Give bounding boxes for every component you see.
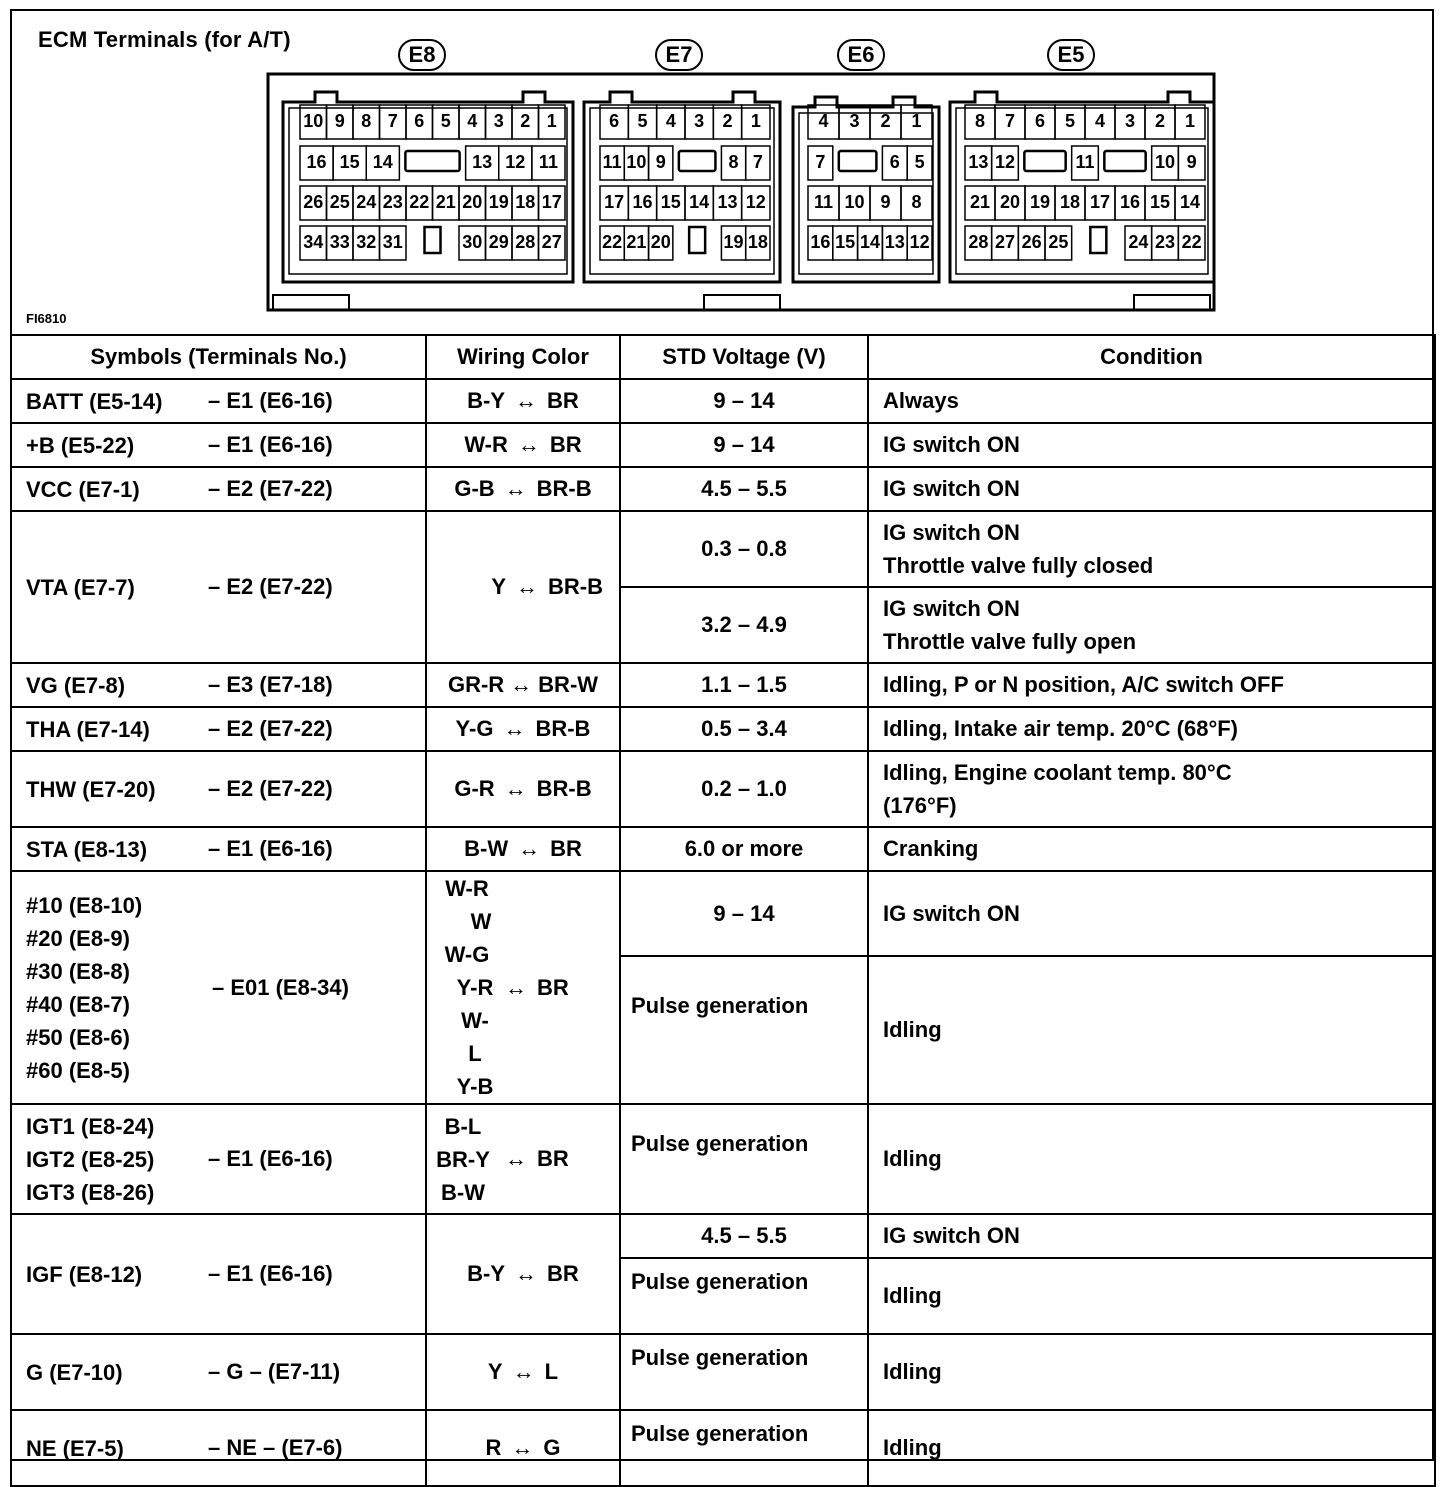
std-voltage: 4.5 – 5.5 (620, 467, 868, 511)
terminal-pin: 20 (650, 232, 671, 252)
terminal-pin: 1 (911, 111, 922, 131)
terminal-pin: 14 (859, 232, 880, 252)
wire-color-ground: BR (537, 1146, 569, 1171)
arrow-icon: ↔ (517, 432, 540, 457)
terminal-pin: 7 (387, 111, 398, 131)
terminal-pin: 12 (745, 192, 766, 212)
symbol: THW (E7-20) (26, 776, 156, 802)
terminal-pin: 3 (1124, 111, 1135, 131)
header-symbols: Symbols (Terminals No.) (11, 335, 426, 379)
symbol: #40 (E8-7) (26, 991, 130, 1017)
terminal-pin: 5 (1064, 111, 1075, 131)
wire-color: Y (487, 1359, 503, 1384)
symbol: IGF (E8-12) (26, 1261, 143, 1287)
terminal-pin: 16 (306, 152, 327, 172)
terminal-pin: 5 (637, 111, 648, 131)
terminal-pin: 3 (849, 111, 860, 131)
terminal-pin: 2 (1154, 111, 1165, 131)
ground-terminal: – E1 (E6-16) (208, 432, 333, 457)
arrow-icon: ↔ (518, 836, 541, 861)
wire-color-ground: L (544, 1359, 559, 1384)
table-row (11, 827, 1435, 871)
terminal-pin: 25 (1048, 232, 1069, 252)
std-voltage: 6.0 or more (620, 827, 868, 871)
condition: IG switch ON (868, 467, 1435, 511)
terminal-pin: 1 (1184, 111, 1195, 131)
ground-terminal: – E3 (E7-18) (208, 672, 333, 697)
condition: IG switch ON (868, 423, 1435, 467)
wire-color: Y (491, 574, 506, 599)
terminal-pin: 11 (1075, 152, 1095, 172)
terminal-pin: 1 (750, 111, 761, 131)
std-voltage: Pulse generation (631, 1345, 809, 1370)
terminal-pin: 5 (914, 152, 925, 172)
terminal-pin: 28 (515, 232, 536, 252)
arrow-icon: ↔ (505, 1146, 527, 1171)
terminal-pin: 7 (752, 152, 763, 172)
symbol: G (E7-10) (26, 1359, 123, 1385)
terminal-pin: 17 (541, 192, 562, 212)
terminal-pin: 8 (911, 192, 922, 212)
terminal-pin: 4 (1094, 111, 1105, 131)
wire-color-ground: BR (547, 1261, 579, 1286)
arrow-icon: ↔ (515, 388, 538, 413)
symbol: #20 (E8-9) (26, 925, 130, 951)
terminal-pin: 21 (969, 192, 991, 212)
ground-terminal: – E1 (E6-16) (208, 1261, 333, 1286)
symbol: +B (E5-22) (26, 432, 135, 458)
table-row (11, 1214, 1435, 1258)
wire-color-ground: BR (537, 974, 569, 1000)
std-voltage: 0.2 – 1.0 (620, 751, 868, 827)
terminal-pin: 15 (835, 232, 856, 252)
terminal-pin: 15 (1149, 192, 1171, 212)
condition: Idling, Engine coolant temp. 80°C (883, 760, 1232, 785)
wire-color-ground: BR (549, 432, 582, 457)
condition-detail: Throttle valve fully open (883, 629, 1137, 654)
terminal-pin: 18 (515, 192, 536, 212)
terminal-pin: 9 (334, 111, 345, 131)
terminal-pin: 5 (440, 111, 451, 131)
std-voltage: 4.5 – 5.5 (620, 1214, 868, 1258)
symbol: VG (E7-8) (26, 672, 126, 698)
terminal-pin: 23 (382, 192, 403, 212)
std-voltage: 9 – 14 (620, 423, 868, 467)
terminal-pin: 10 (1154, 152, 1175, 172)
std-voltage: 9 – 14 (620, 871, 868, 956)
wire-color-ground: BR-B (536, 776, 592, 801)
symbol: IGT1 (E8-24) (26, 1113, 155, 1139)
terminal-pin: 8 (361, 111, 372, 131)
symbol: STA (E8-13) (26, 836, 148, 862)
ground-terminal: – E2 (E7-22) (208, 574, 333, 599)
condition: Always (868, 379, 1435, 423)
terminal-pin: 4 (818, 111, 829, 131)
wire-color: W-R (464, 432, 508, 457)
std-voltage: 0.3 – 0.8 (620, 511, 868, 587)
terminal-pin: 12 (994, 152, 1015, 172)
terminal-pin: 4 (665, 111, 676, 131)
table-row (11, 751, 1435, 827)
terminal-pin: 12 (505, 152, 526, 172)
std-voltage: 9 – 14 (620, 379, 868, 423)
table-row (11, 707, 1435, 751)
condition: Idling (868, 1104, 1435, 1214)
connector-label-e5: E5 (1047, 39, 1095, 71)
wire-color: R (485, 1435, 502, 1460)
condition: Idling, P or N position, A/C switch OFF (868, 663, 1435, 707)
condition: Cranking (868, 827, 1435, 871)
symbol: THA (E7-14) (26, 716, 150, 742)
terminal-pin: 11 (813, 192, 834, 212)
std-voltage: 0.5 – 3.4 (620, 707, 868, 751)
arrow-icon: ↔ (504, 776, 527, 801)
terminal-pin: 9 (880, 192, 891, 212)
wire-color: B-Y (467, 1261, 506, 1286)
connector-label-e7: E7 (655, 39, 703, 71)
terminal-pin: 27 (541, 232, 562, 252)
arrow-icon: ↔ (515, 1261, 538, 1286)
terminal-pin: 10 (626, 152, 647, 172)
terminal-pin: 22 (1181, 232, 1202, 252)
terminal-pin: 24 (1128, 232, 1149, 252)
terminal-pin: 19 (488, 192, 509, 212)
terminal-pin: 7 (815, 152, 826, 172)
wire-color-ground: BR-B (536, 476, 592, 501)
terminal-pin: 14 (1179, 192, 1201, 212)
symbol: #50 (E8-6) (26, 1024, 130, 1050)
std-voltage: 3.2 – 4.9 (620, 587, 868, 663)
terminal-pin: 32 (356, 232, 377, 252)
table-row (11, 379, 1435, 423)
terminal-pin: 8 (728, 152, 739, 172)
wire-color-ground: BR (547, 388, 579, 413)
terminal-pin: 16 (1119, 192, 1141, 212)
terminal-pin: 6 (414, 111, 425, 131)
wire-color: B-W (441, 1179, 485, 1205)
terminal-pin: 6 (1034, 111, 1045, 131)
symbol: #10 (E8-10) (26, 892, 143, 918)
terminal-pin: 10 (844, 192, 865, 212)
wire-color: Y-G (455, 716, 494, 741)
table-row (11, 1334, 1435, 1410)
condition: Idling, Intake air temp. 20°C (68°F) (868, 707, 1435, 751)
terminal-pin: 31 (382, 232, 403, 252)
symbol: VTA (E7-7) (26, 574, 135, 600)
std-voltage: Pulse generation (631, 1131, 809, 1156)
terminal-pin: 13 (968, 152, 989, 172)
table-row (11, 871, 1435, 956)
ground-terminal: – E1 (E6-16) (208, 1146, 333, 1171)
condition: IG switch ON (883, 520, 1020, 545)
terminal-pin: 2 (722, 111, 733, 131)
arrow-icon: ↔ (504, 476, 527, 501)
terminal-pin: 33 (329, 232, 350, 252)
ground-terminal: – E2 (E7-22) (208, 776, 333, 801)
condition: IG switch ON (868, 1214, 1435, 1258)
diagram-title: ECM Terminals (for A/T) (38, 27, 291, 52)
ground-terminal: – NE – (E7-6) (208, 1435, 343, 1460)
condition: Idling (868, 1334, 1435, 1410)
terminal-pin: 14 (372, 152, 393, 172)
terminal-pin: 21 (435, 192, 456, 212)
terminal-pin: 34 (303, 232, 324, 252)
arrow-icon: ↔ (510, 672, 533, 697)
header-condition: Condition (868, 335, 1435, 379)
terminal-pin: 13 (472, 152, 493, 172)
figure-code: FI6810 (26, 311, 67, 326)
wire-color: G-R (454, 776, 495, 801)
wire-color: W-R (445, 876, 489, 901)
terminal-pin: 6 (889, 152, 900, 172)
terminal-pin: 3 (493, 111, 504, 131)
wire-color: W-L (461, 1008, 489, 1066)
terminal-pin: 26 (1021, 232, 1042, 252)
table-row (11, 1104, 1435, 1214)
std-voltage: Pulse generation (631, 1269, 809, 1294)
ground-terminal: – E2 (E7-22) (208, 476, 333, 501)
terminal-pin: 26 (303, 192, 324, 212)
ground-terminal: – E01 (E8-34) (212, 974, 349, 1000)
symbol: IGT3 (E8-26) (26, 1179, 155, 1205)
terminal-pin: 19 (1029, 192, 1051, 212)
terminal-pin: 8 (974, 111, 985, 131)
terminal-pin: 13 (884, 232, 905, 252)
condition-detail: Throttle valve fully closed (883, 553, 1154, 578)
ground-terminal: – E1 (E6-16) (208, 836, 333, 861)
condition: Idling (868, 956, 1435, 1104)
arrow-icon: ↔ (516, 574, 538, 599)
terminal-pin: 3 (694, 111, 705, 131)
terminal-pin: 9 (1186, 152, 1197, 172)
wire-color-ground: G (543, 1435, 561, 1460)
terminal-pin: 24 (356, 192, 377, 212)
terminal-pin: 17 (604, 192, 625, 212)
ecm-terminal-diagram (10, 9, 1434, 334)
terminal-pin: 16 (810, 232, 831, 252)
wire-color-ground: BR-W (538, 672, 599, 697)
terminal-pin: 1 (546, 111, 557, 131)
terminal-pin: 4 (467, 111, 478, 131)
wire-color: B-W (464, 836, 509, 861)
terminal-pin: 22 (602, 232, 623, 252)
symbol: #30 (E8-8) (26, 958, 130, 984)
table-row (11, 1410, 1435, 1486)
terminal-pin: 29 (488, 232, 509, 252)
arrow-icon: ↔ (503, 716, 526, 741)
terminal-pin: 21 (626, 232, 647, 252)
header-std-voltage: STD Voltage (V) (620, 335, 868, 379)
table-row (11, 423, 1435, 467)
terminal-pin: 9 (655, 152, 666, 172)
ground-terminal: – E2 (E7-22) (208, 716, 333, 741)
ground-terminal: – E1 (E6-16) (208, 388, 333, 413)
wire-color: G-B (454, 476, 495, 501)
wire-color-ground: BR-B (548, 574, 603, 599)
terminal-pin: 20 (999, 192, 1021, 212)
terminal-pin: 16 (632, 192, 653, 212)
wire-color: B-L (444, 1113, 482, 1139)
table-row (11, 511, 1435, 587)
std-voltage: Pulse generation (631, 1421, 809, 1446)
terminal-pin: 17 (1089, 192, 1111, 212)
terminal-pin: 6 (609, 111, 620, 131)
terminal-pin: 20 (462, 192, 483, 212)
terminal-pin: 23 (1154, 232, 1175, 252)
condition: IG switch ON (868, 871, 1435, 956)
condition: IG switch ON (883, 596, 1020, 621)
wire-color: GR-R (447, 672, 505, 697)
terminal-pin: 22 (409, 192, 430, 212)
symbol: IGT2 (E8-25) (26, 1146, 155, 1172)
arrow-icon: ↔ (505, 974, 527, 1000)
terminal-pin: 15 (339, 152, 360, 172)
terminal-pin: 11 (538, 152, 558, 172)
wire-color: Y-B (456, 1074, 494, 1099)
wire-color: W-G (444, 942, 490, 967)
wire-color: B-Y (467, 388, 506, 413)
terminal-pin: 15 (660, 192, 681, 212)
std-voltage: 1.1 – 1.5 (620, 663, 868, 707)
terminal-pin: 18 (1059, 192, 1081, 212)
symbol: NE (E7-5) (26, 1435, 124, 1461)
arrow-icon: ↔ (511, 1435, 534, 1460)
table-header-row (11, 335, 1435, 379)
std-voltage: Pulse generation (631, 993, 809, 1019)
condition: Idling (868, 1410, 1435, 1486)
terminal-pin: 10 (303, 111, 324, 131)
table-row (11, 467, 1435, 511)
wire-color: BR-Y (436, 1146, 490, 1172)
terminal-pin: 30 (462, 232, 483, 252)
symbol: VCC (E7-1) (26, 476, 140, 502)
terminal-spec-table (10, 334, 1436, 1487)
wire-color: W (470, 909, 492, 934)
symbol: BATT (E5-14) (26, 388, 163, 414)
connector-label-e8: E8 (398, 39, 446, 71)
connector-label-e6: E6 (837, 39, 885, 71)
symbol: #60 (E8-5) (26, 1057, 130, 1083)
terminal-pin: 19 (723, 232, 744, 252)
terminal-pin: 2 (880, 111, 891, 131)
ground-terminal: – G – (E7-11) (208, 1359, 341, 1384)
condition: Idling (868, 1258, 1435, 1334)
terminal-pin: 27 (994, 232, 1015, 252)
arrow-icon: ↔ (512, 1359, 535, 1384)
terminal-pin: 14 (689, 192, 710, 212)
terminal-pin: 18 (747, 232, 768, 252)
terminal-pin: 25 (329, 192, 350, 212)
terminal-pin: 7 (1004, 111, 1015, 131)
table-row (11, 663, 1435, 707)
terminal-pin: 13 (717, 192, 738, 212)
header-wiring-color: Wiring Color (426, 335, 620, 379)
wire-color-ground: BR-B (535, 716, 591, 741)
wire-color: Y-R (456, 975, 494, 1000)
terminal-pin: 2 (520, 111, 531, 131)
terminal-pin: 28 (968, 232, 989, 252)
terminal-pin: 11 (602, 152, 622, 172)
wire-color-ground: BR (550, 836, 582, 861)
terminal-pin: 12 (909, 232, 930, 252)
condition-detail: (176°F) (883, 793, 957, 818)
